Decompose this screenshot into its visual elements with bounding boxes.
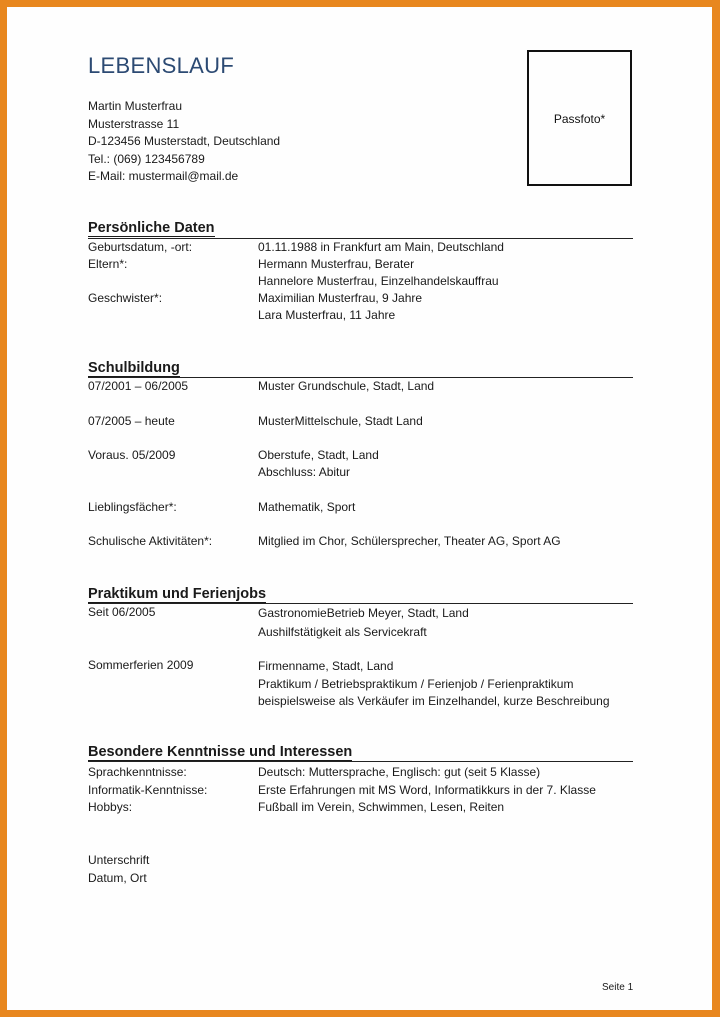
row-label: Schulische Aktivitäten*: — [88, 534, 213, 548]
row-value: Oberstufe, Stadt, Land Abschluss: Abitur — [258, 448, 379, 479]
row-label: Sommerferien 2009 — [88, 658, 194, 672]
row-label: Voraus. 05/2009 — [88, 448, 176, 462]
section-heading-school: Schulbildung — [88, 360, 180, 376]
row-label: Geschwister*: — [88, 291, 163, 305]
signature-label: Unterschrift — [88, 853, 150, 867]
row-value: Mitglied im Chor, Schülersprecher, Theater AG, Sport AG — [258, 534, 561, 548]
row-label: Seit 06/2005 — [88, 605, 156, 619]
address-street: Musterstrasse 11 — [88, 116, 180, 131]
section-rule — [88, 761, 633, 762]
row-value: Fußball im Verein, Schwimmen, Lesen, Reiten — [258, 800, 505, 814]
row-value: Muster Grundschule, Stadt, Land — [258, 379, 435, 393]
row-value: Mathematik, Sport — [258, 500, 356, 514]
row-value: Deutsch: Muttersprache, Englisch: gut (seit 5 Klasse) — [258, 765, 541, 779]
row-label: 07/2005 – heute — [88, 414, 175, 428]
row-label: Hobbys: — [88, 800, 133, 814]
cv-page — [7, 7, 712, 1010]
photo-label: Passfoto* — [553, 112, 606, 126]
passport-photo-box — [527, 50, 632, 186]
section-heading-skills: Besondere Kenntnisse und Interessen — [88, 744, 353, 760]
row-value: MusterMittelschule, Stadt Land — [258, 414, 423, 428]
page-title: LEBENSLAUF — [88, 53, 235, 78]
row-label: Sprachkenntnisse: — [88, 765, 187, 779]
section-heading-personal: Persönliche Daten — [88, 220, 215, 236]
address-name: Martin Musterfrau — [88, 99, 183, 113]
row-label: 07/2001 – 06/2005 — [88, 379, 189, 393]
row-value: Hermann Musterfrau, Berater Hannelore Musterfrau, Einzelhandelskauffrau — [258, 257, 499, 288]
row-label: Informatik-Kenntnisse: — [88, 783, 208, 797]
address-city: D-123456 Musterstadt, Deutschland — [88, 134, 281, 148]
section-heading-jobs: Praktikum und Ferienjobs — [88, 586, 267, 602]
address-phone: Tel.: (069) 123456789 — [88, 151, 205, 166]
row-value: Firmenname, Stadt, Land Praktikum / Betriebspraktikum / Ferienjob / Ferienpraktikum beispielsweise als Verkäufer im Einzelhandel, kurze Beschreibung — [258, 659, 610, 708]
date-place-label: Datum, Ort — [88, 871, 147, 885]
page-number: Seite 1 — [602, 982, 634, 993]
row-label: Geburtsdatum, -ort: — [88, 240, 193, 254]
row-label: Lieblingsfächer*: — [88, 500, 177, 514]
row-value: GastronomieBetrieb Meyer, Stadt, Land Aushilfstätigkeit als Servicekraft — [258, 606, 469, 639]
address-email: E-Mail: mustermail@mail.de — [88, 169, 239, 183]
signature-block — [88, 851, 149, 887]
row-value: Erste Erfahrungen mit MS Word, Informatikkurs in der 7. Klasse — [258, 783, 596, 797]
row-value: 01.11.1988 in Frankfurt am Main, Deutschland — [258, 240, 504, 254]
row-label: Eltern*: — [88, 257, 128, 271]
address-block — [88, 98, 280, 186]
row-value: Maximilian Musterfrau, 9 Jahre Lara Musterfrau, 11 Jahre — [258, 291, 423, 322]
